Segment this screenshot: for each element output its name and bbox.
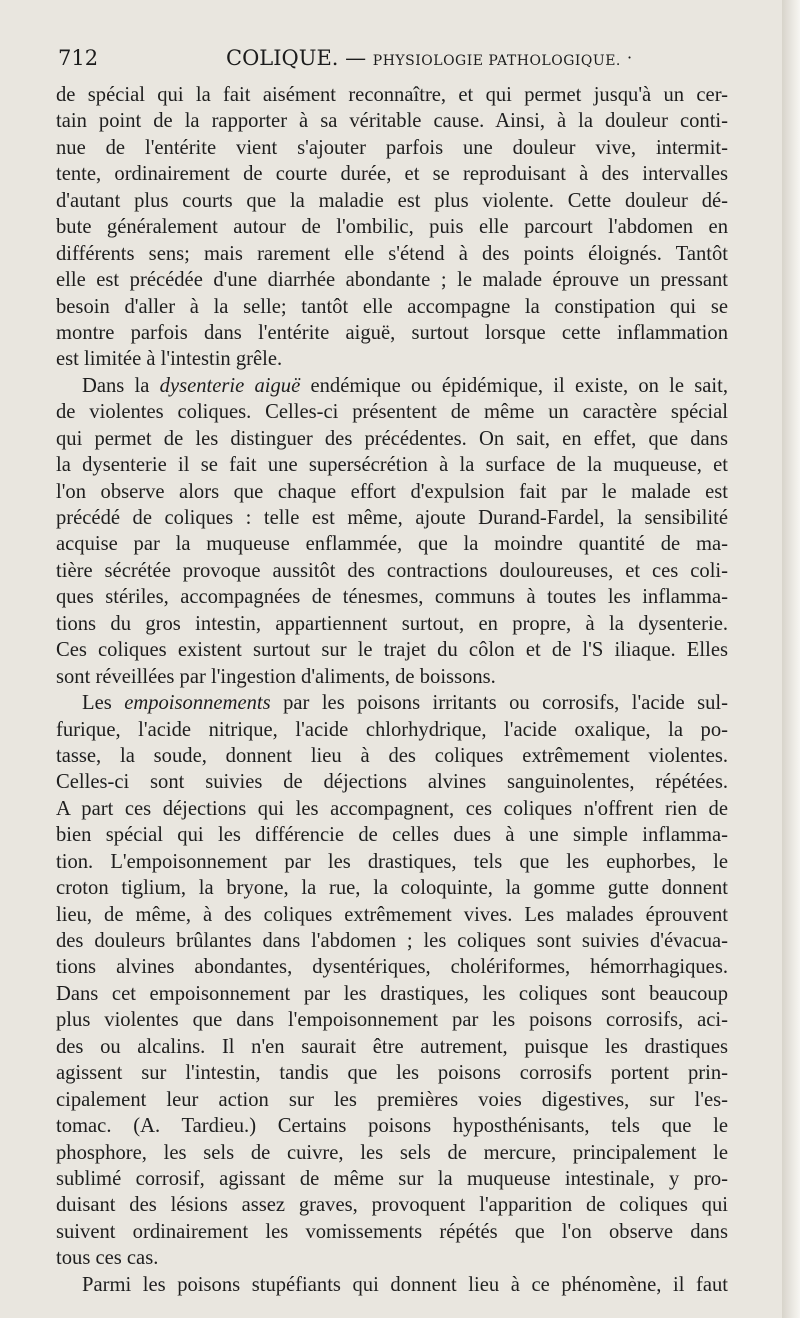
text-line: tente, ordinairement de courte durée, et se reproduisant à des intervalles (56, 163, 728, 186)
text-line: cipalement leur action sur les premières voies digestives, sur l'es- (56, 1088, 728, 1111)
page-edge-shadow (782, 0, 800, 1318)
text-line: de spécial qui la fait aisément reconnaître, et qui permet jusqu'à un cer- (56, 84, 728, 106)
text-line: agissent sur l'intestin, tandis que les poisons corrosifs portent prin- (56, 1062, 728, 1085)
paragraph-start-line: Parmi les poisons stupéfiants qui donnent lieu à ce phénomène, il faut (82, 1273, 728, 1296)
text-line: phosphore, les sels de cuivre, les sels de mercure, principalement le (56, 1141, 728, 1164)
paragraph-start-line (56, 373, 728, 399)
paragraph-end-line: tous ces cas. (56, 1247, 159, 1270)
text-line: des douleurs brûlantes dans l'abdomen ; les coliques sont suivies d'évacua- (56, 930, 728, 952)
italic-term: empoisonnements (124, 692, 271, 715)
page-number: 712 (58, 46, 99, 70)
text-line: Dans cet empoisonnement par les drastiques, les coliques sont beaucoup (56, 982, 728, 1005)
text-run: par les poisons irritants ou corrosifs, l'acide sul- (270, 692, 728, 715)
text-line: tasse, la soude, donnent lieu à des coliques extrêmement violentes. (56, 744, 728, 767)
text-line: Ces coliques existent surtout sur le trajet du côlon et de l'S iliaque. Elles (56, 639, 728, 662)
text-line: furique, l'acide nitrique, l'acide chlorhydrique, l'acide oxalique, la po- (56, 718, 728, 741)
text-line: montre parfois dans l'entérite aiguë, surtout lorsque cette inflammation (56, 321, 728, 344)
running-header (58, 46, 738, 76)
text-line: bien spécial qui les différencie de celles dues à une simple inflamma- (56, 824, 728, 847)
text-line: tions alvines abondantes, dysentériques, cholériformes, hémorrhagiques. (56, 956, 728, 979)
paragraph-start-line (56, 690, 728, 716)
text-line: suivent ordinairement les vomissements répétés que l'on observe dans (56, 1220, 728, 1243)
text-line: tomac. (A. Tardieu.) Certains poisons hyposthénisants, tels que le (56, 1115, 728, 1138)
text-line: besoin d'aller à la selle; tantôt elle accompagne la constipation qui se (56, 295, 728, 318)
text-line: duisant des lésions assez graves, provoquent l'apparition de coliques qui (56, 1194, 728, 1217)
running-title (226, 46, 621, 70)
italic-term: dysenterie aiguë (159, 374, 301, 397)
text-line: tière sécrétée provoque aussitôt des contractions douloureuses, et ces coli- (56, 559, 728, 582)
text-run: Dans la (82, 374, 160, 397)
text-line: précédé de coliques : telle est même, ajoute Durand-Fardel, la sensibilité (56, 507, 728, 529)
text-line: plus violentes que dans l'empoisonnement par les poisons corrosifs, aci- (56, 1009, 728, 1032)
text-line: d'autant plus courts que la maladie est plus violente. Cette douleur dé- (56, 189, 728, 212)
text-run: Les (82, 692, 125, 715)
text-line: tain point de la rapporter à sa véritable cause. Ainsi, à la douleur conti- (56, 110, 728, 133)
text-run: endémique ou épidémique, il existe, on le sait, (300, 374, 728, 397)
text-line: Celles-ci sont suivies de déjections alvines sanguinolentes, répétées. (56, 771, 728, 794)
text-line: ques stériles, accompagnées de ténesmes, communs à toutes les inflamma- (56, 586, 728, 609)
text-line: la dysenterie il se fait une supersécrétion à la surface de la muqueuse, et (56, 454, 728, 477)
running-title-main: COLIQUE. — (226, 46, 373, 70)
text-line: A part ces déjections qui les accompagnent, ces coliques n'offrent rien de (56, 797, 728, 820)
body-text (56, 82, 728, 1298)
text-line: sublimé corrosif, agissant de même sur la muqueuse intestinale, y pro- (56, 1167, 728, 1190)
text-line: acquise par la muqueuse enflammée, que la moindre quantité de ma- (56, 533, 728, 556)
text-line: bute généralement autour de l'ombilic, puis elle parcourt l'abdomen en (56, 216, 728, 239)
text-line: des ou alcalins. Il n'en saurait être autrement, puisque les drastiques (56, 1035, 728, 1058)
text-line: nue de l'entérite vient s'ajouter parfois une douleur vive, intermit- (56, 136, 728, 159)
text-line: elle est précédée d'une diarrhée abondante ; le malade éprouve un pressant (56, 269, 728, 292)
text-line: l'on observe alors que chaque effort d'expulsion fait par le malade est (56, 480, 728, 503)
text-line: tions du gros intestin, appartiennent surtout, en propre, à la dysenterie. (56, 612, 728, 635)
text-line: tion. L'empoisonnement par les drastiques, tels que les euphorbes, le (56, 850, 728, 873)
text-line: croton tiglium, la bryone, la rue, la coloquinte, la gomme gutte donnent (56, 877, 728, 900)
paragraph-end-line: est limitée à l'intestin grêle. (56, 348, 283, 371)
text-line: qui permet de les distinguer des précédentes. On sait, en effet, que dans (56, 427, 728, 450)
header-mark: · (627, 48, 633, 67)
paragraph-end-line: sont réveillées par l'ingestion d'aliments, de boissons. (56, 665, 496, 688)
text-line: de violentes coliques. Celles-ci présentent de même un caractère spécial (56, 401, 728, 424)
text-line: lieu, de même, à des coliques extrêmement vives. Les malades éprouvent (56, 903, 728, 926)
running-title-section: PHYSIOLOGIE PATHOLOGIQUE. (372, 53, 621, 69)
text-line: différents sens; mais rarement elle s'étend à des points éloignés. Tantôt (56, 242, 728, 265)
